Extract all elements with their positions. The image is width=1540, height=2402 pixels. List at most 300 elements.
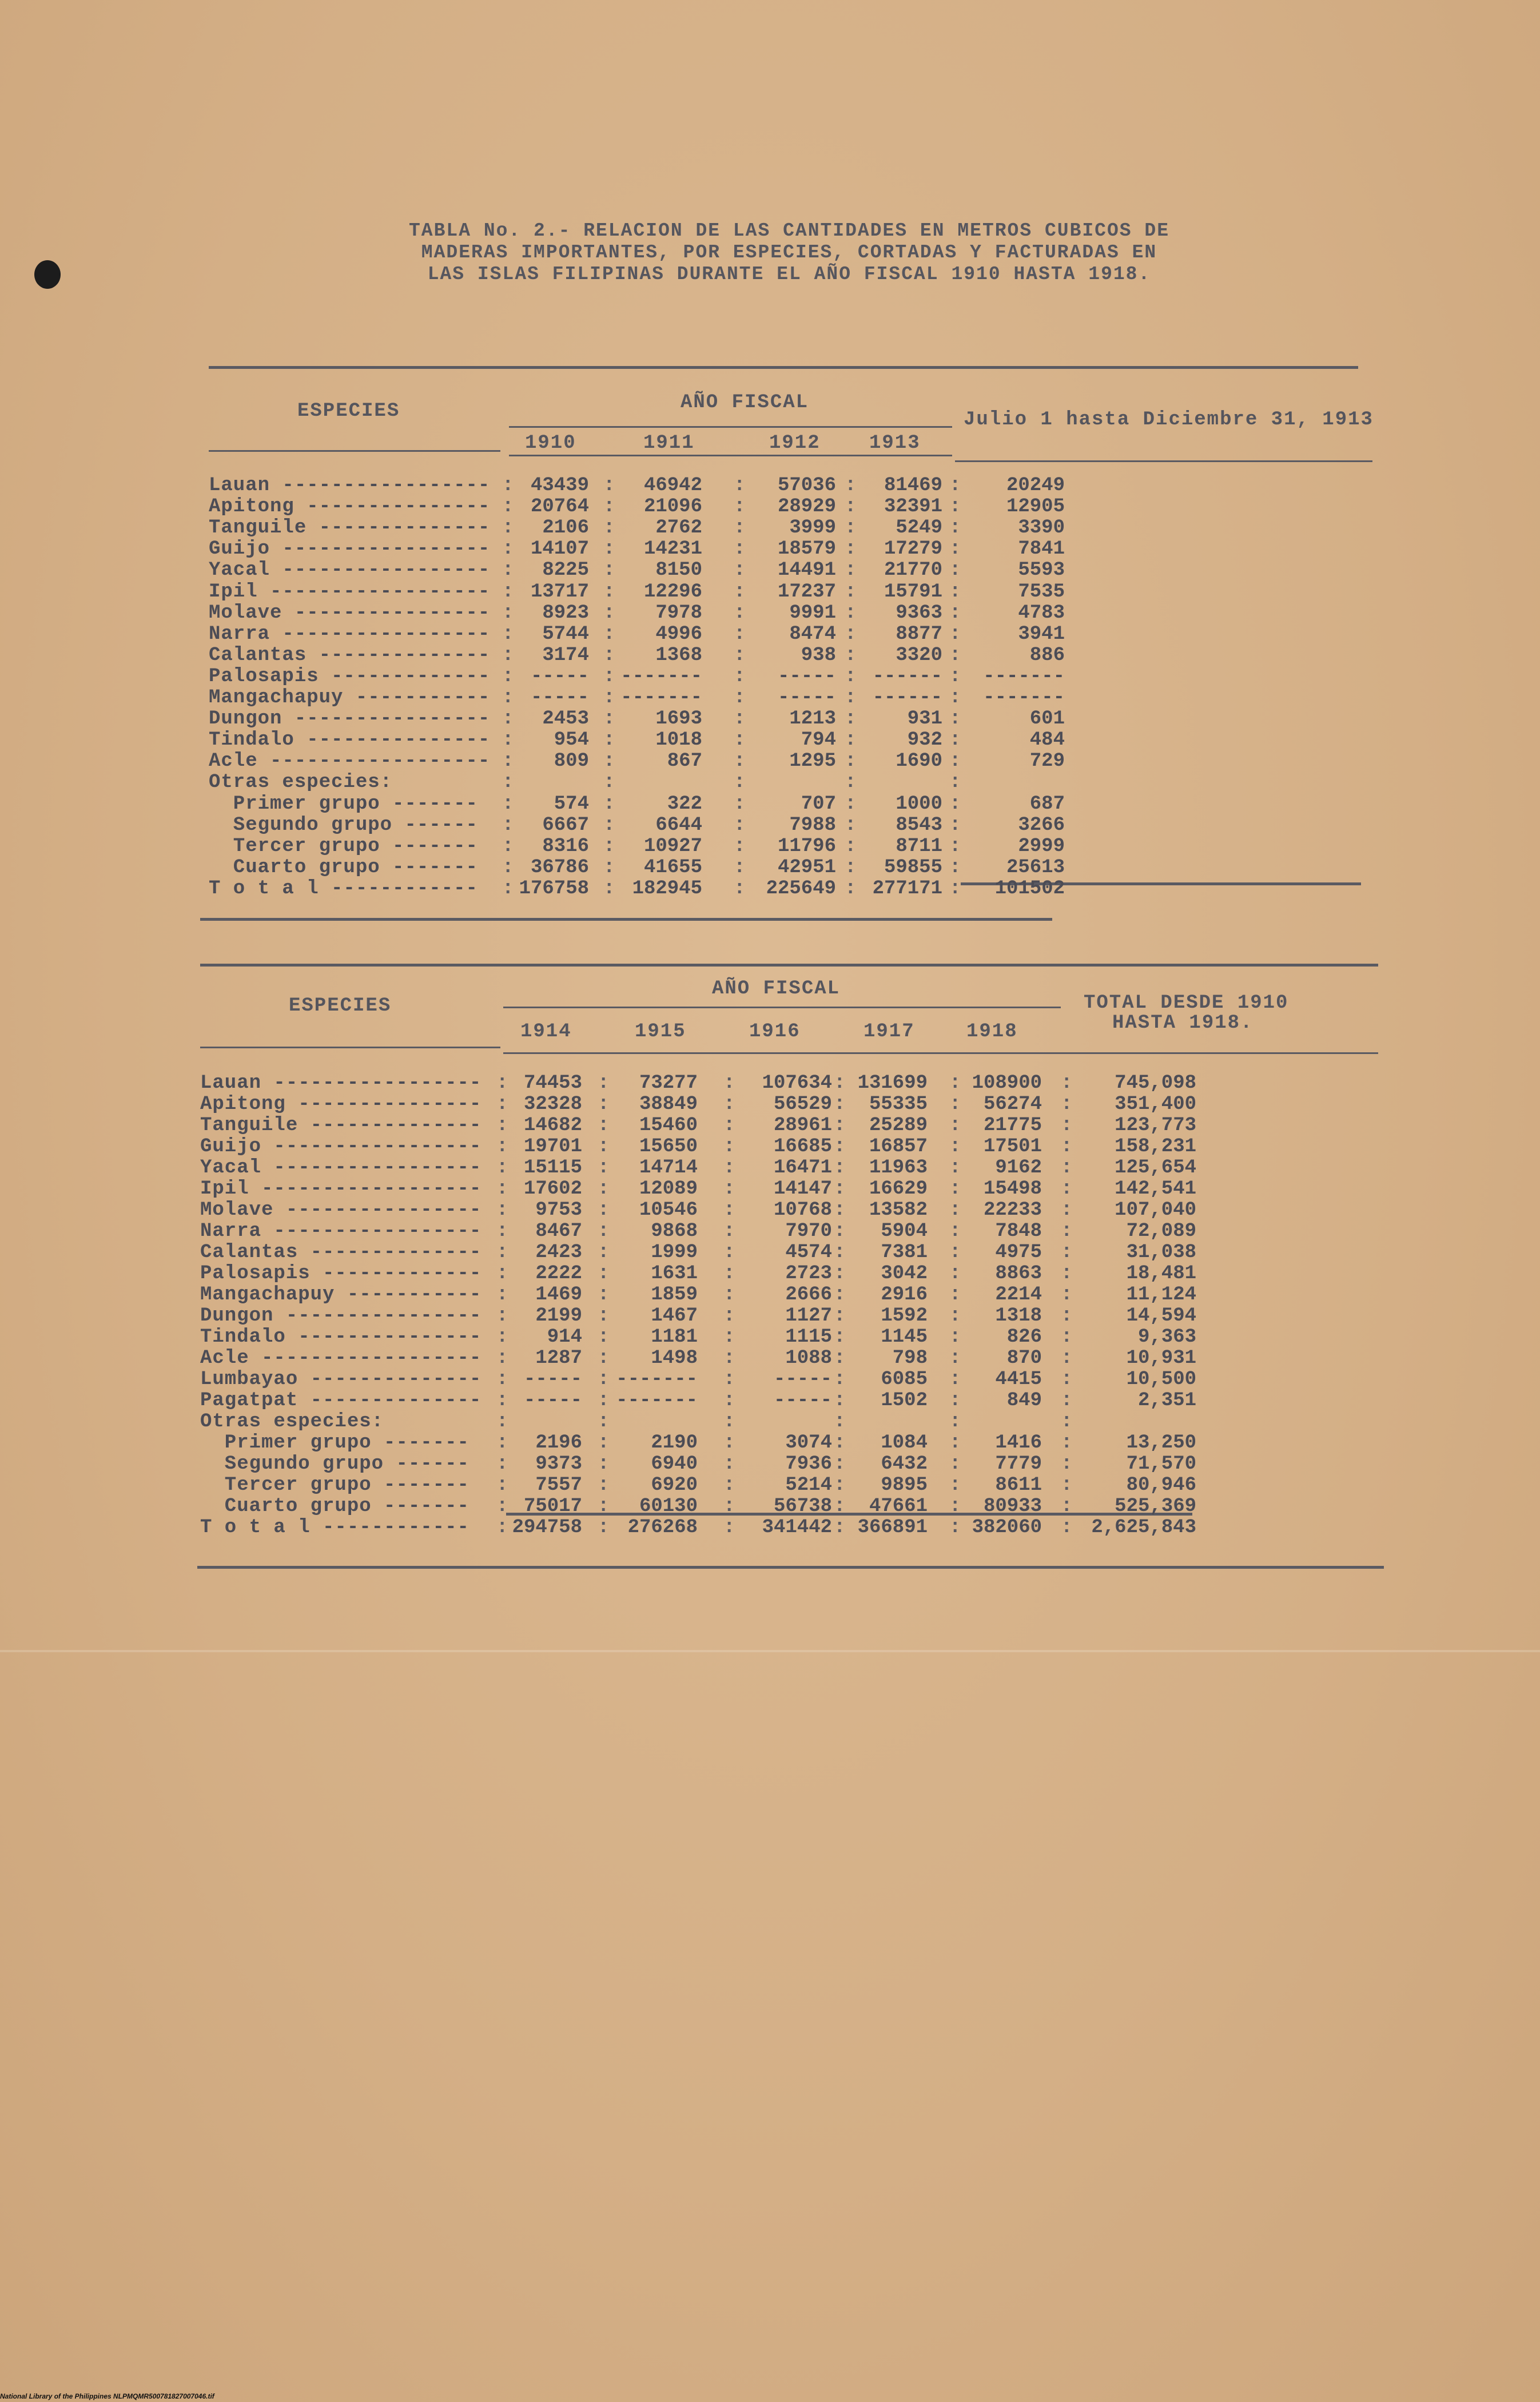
table1-fiscal-rule bbox=[509, 426, 952, 428]
scan-footer: National Library of the Philippines NLPMQMR500781827007046.tif bbox=[0, 2392, 214, 2400]
cell-value: 21096 bbox=[643, 496, 702, 518]
row-label: Otras especies: bbox=[200, 1411, 384, 1433]
cell-value: 28929 bbox=[777, 496, 836, 518]
cell-value: 2666 bbox=[785, 1284, 832, 1306]
column-separator: : bbox=[598, 1453, 610, 1475]
row-label: Apitong --------------- bbox=[209, 496, 491, 518]
column-separator: : bbox=[734, 517, 746, 539]
cell-value: 14231 bbox=[643, 538, 702, 560]
cell-value: 25613 bbox=[1006, 857, 1065, 878]
row-label: Tercer grupo ------- bbox=[200, 1474, 469, 1496]
cell-value: 382060 bbox=[972, 1517, 1042, 1538]
column-separator: : bbox=[834, 1072, 846, 1094]
column-separator: : bbox=[496, 1305, 508, 1327]
cell-value: 6940 bbox=[651, 1453, 698, 1475]
column-separator: : bbox=[734, 645, 746, 666]
column-separator: : bbox=[834, 1453, 846, 1475]
column-separator: : bbox=[603, 475, 615, 496]
cell-value: 17279 bbox=[884, 538, 942, 560]
cell-value: 2106 bbox=[542, 517, 589, 539]
column-separator: : bbox=[496, 1093, 508, 1115]
table-row bbox=[0, 1072, 1540, 1093]
column-separator: : bbox=[949, 1517, 961, 1538]
column-separator: : bbox=[1061, 1305, 1073, 1327]
table-row bbox=[0, 496, 1540, 516]
column-separator: : bbox=[1061, 1178, 1073, 1200]
table-row bbox=[0, 475, 1540, 495]
table-row bbox=[0, 1347, 1540, 1368]
column-separator: : bbox=[723, 1347, 735, 1369]
column-separator: : bbox=[723, 1263, 735, 1284]
column-separator: : bbox=[845, 645, 857, 666]
table-row bbox=[0, 1496, 1540, 1516]
row-label: Tercer grupo ------- bbox=[209, 836, 478, 857]
row-label: Lauan ----------------- bbox=[200, 1072, 482, 1094]
cell-value: 16857 bbox=[869, 1136, 928, 1158]
cell-value: 47661 bbox=[869, 1496, 928, 1517]
table1-year-1911: 1911 bbox=[643, 432, 695, 454]
column-separator: : bbox=[834, 1242, 846, 1263]
column-separator: : bbox=[502, 475, 514, 496]
cell-value: 14107 bbox=[530, 538, 589, 560]
column-separator: : bbox=[949, 1369, 961, 1390]
column-separator: : bbox=[723, 1305, 735, 1327]
cell-value: 7535 bbox=[1018, 581, 1065, 603]
column-separator: : bbox=[845, 729, 857, 751]
cell-value: 2222 bbox=[535, 1263, 582, 1284]
column-separator: : bbox=[949, 1305, 961, 1327]
column-separator: : bbox=[949, 1326, 961, 1348]
column-separator: : bbox=[949, 1411, 961, 1433]
cell-value: 57036 bbox=[777, 475, 836, 496]
column-separator: : bbox=[845, 623, 857, 645]
column-separator: : bbox=[496, 1115, 508, 1136]
column-separator: : bbox=[949, 623, 961, 645]
column-separator: : bbox=[502, 559, 514, 581]
column-separator: : bbox=[502, 687, 514, 709]
column-separator: : bbox=[845, 475, 857, 496]
column-separator: : bbox=[834, 1115, 846, 1136]
table-row bbox=[0, 538, 1540, 559]
cell-value: 2214 bbox=[995, 1284, 1042, 1306]
column-separator: : bbox=[949, 687, 961, 709]
row-label: Calantas -------------- bbox=[209, 645, 491, 666]
column-separator: : bbox=[949, 1263, 961, 1284]
column-separator: : bbox=[734, 771, 746, 793]
column-separator: : bbox=[845, 708, 857, 730]
column-separator: : bbox=[734, 559, 746, 581]
table-row bbox=[0, 857, 1540, 877]
column-separator: : bbox=[1061, 1072, 1073, 1094]
cell-value: 73277 bbox=[639, 1072, 698, 1094]
cell-value: 2,625,843 bbox=[1091, 1517, 1196, 1538]
table-row bbox=[0, 1263, 1540, 1283]
cell-value: 5214 bbox=[785, 1474, 832, 1496]
column-separator: : bbox=[496, 1199, 508, 1221]
cell-value: 15460 bbox=[639, 1115, 698, 1136]
cell-value: 9363 bbox=[896, 602, 942, 624]
table-row bbox=[0, 1242, 1540, 1262]
cell-value: 886 bbox=[1029, 645, 1065, 666]
cell-value: 1368 bbox=[655, 645, 702, 666]
column-separator: : bbox=[1061, 1220, 1073, 1242]
column-separator: : bbox=[598, 1199, 610, 1221]
cell-value: 22233 bbox=[983, 1199, 1042, 1221]
cell-value: 7970 bbox=[785, 1220, 832, 1242]
cell-value: 9895 bbox=[881, 1474, 928, 1496]
column-separator: : bbox=[598, 1115, 610, 1136]
cell-value: ----- bbox=[530, 666, 589, 687]
column-separator: : bbox=[502, 645, 514, 666]
row-label: Acle ------------------ bbox=[209, 750, 491, 772]
column-separator: : bbox=[734, 475, 746, 496]
column-separator: : bbox=[603, 623, 615, 645]
cell-value: 8711 bbox=[896, 836, 942, 857]
column-separator: : bbox=[1061, 1326, 1073, 1348]
column-separator: : bbox=[834, 1305, 846, 1327]
cell-value: 123,773 bbox=[1115, 1115, 1196, 1136]
column-separator: : bbox=[496, 1178, 508, 1200]
column-separator: : bbox=[845, 878, 857, 900]
cell-value: 1469 bbox=[535, 1284, 582, 1306]
cell-value: 8877 bbox=[896, 623, 942, 645]
column-separator: : bbox=[603, 687, 615, 709]
table-row bbox=[0, 602, 1540, 623]
column-separator: : bbox=[496, 1263, 508, 1284]
cell-value: 7841 bbox=[1018, 538, 1065, 560]
table-row bbox=[0, 666, 1540, 686]
table2-year-rule bbox=[503, 1052, 1378, 1054]
column-separator: : bbox=[734, 496, 746, 518]
column-separator: : bbox=[845, 687, 857, 709]
row-label: T o t a l ------------ bbox=[209, 878, 478, 900]
cell-value: 1859 bbox=[651, 1284, 698, 1306]
table-row bbox=[0, 1115, 1540, 1135]
cell-value: 4996 bbox=[655, 623, 702, 645]
column-separator: : bbox=[834, 1220, 846, 1242]
cell-value: 938 bbox=[801, 645, 836, 666]
cell-value: 21775 bbox=[983, 1115, 1042, 1136]
cell-value: 19701 bbox=[523, 1136, 582, 1158]
cell-value: 15115 bbox=[523, 1157, 582, 1179]
table1-extra-header: Julio 1 hasta Diciembre 31, 1913 bbox=[964, 409, 1374, 431]
cell-value: 60130 bbox=[639, 1496, 698, 1517]
table-row bbox=[0, 687, 1540, 707]
column-separator: : bbox=[723, 1326, 735, 1348]
column-separator: : bbox=[845, 814, 857, 836]
cell-value: ------ bbox=[872, 687, 942, 709]
cell-value: 43439 bbox=[530, 475, 589, 496]
cell-value: 18,481 bbox=[1126, 1263, 1196, 1284]
column-separator: : bbox=[723, 1093, 735, 1115]
table2-total-header-2: HASTA 1918. bbox=[1112, 1012, 1254, 1034]
table-row bbox=[0, 1199, 1540, 1220]
column-separator: : bbox=[496, 1220, 508, 1242]
table2-species-header: ESPECIES bbox=[289, 995, 392, 1017]
cell-value: 954 bbox=[554, 729, 589, 751]
cell-value: 3999 bbox=[789, 517, 836, 539]
cell-value: 125,654 bbox=[1115, 1157, 1196, 1179]
cell-value: 13582 bbox=[869, 1199, 928, 1221]
row-label: Cuarto grupo ------- bbox=[200, 1496, 469, 1517]
cell-value: 131699 bbox=[857, 1072, 928, 1094]
cell-value: 11963 bbox=[869, 1157, 928, 1179]
row-label: Otras especies: bbox=[209, 771, 393, 793]
cell-value: 7848 bbox=[995, 1220, 1042, 1242]
column-separator: : bbox=[845, 836, 857, 857]
cell-value: ------- bbox=[616, 1369, 698, 1390]
column-separator: : bbox=[949, 750, 961, 772]
column-separator: : bbox=[734, 793, 746, 815]
table1-extra-rule bbox=[955, 460, 1372, 462]
table-row bbox=[0, 1305, 1540, 1326]
column-separator: : bbox=[949, 1390, 961, 1411]
column-separator: : bbox=[723, 1157, 735, 1179]
row-label: Narra ----------------- bbox=[200, 1220, 482, 1242]
column-separator: : bbox=[723, 1199, 735, 1221]
row-label: Tanguile -------------- bbox=[200, 1115, 482, 1136]
cell-value: 9,363 bbox=[1137, 1326, 1196, 1348]
table1-species-rule bbox=[209, 450, 500, 452]
column-separator: : bbox=[845, 857, 857, 878]
row-label: Pagatpat -------------- bbox=[200, 1390, 482, 1411]
cell-value: 1145 bbox=[881, 1326, 928, 1348]
cell-value: ------- bbox=[983, 666, 1065, 687]
column-separator: : bbox=[496, 1517, 508, 1538]
column-separator: : bbox=[834, 1474, 846, 1496]
cell-value: 6667 bbox=[542, 814, 589, 836]
table-row bbox=[0, 814, 1540, 835]
column-separator: : bbox=[502, 814, 514, 836]
column-separator: : bbox=[734, 878, 746, 900]
column-separator: : bbox=[598, 1432, 610, 1454]
cell-value: 3390 bbox=[1018, 517, 1065, 539]
column-separator: : bbox=[1061, 1369, 1073, 1390]
column-separator: : bbox=[496, 1347, 508, 1369]
column-separator: : bbox=[734, 623, 746, 645]
column-separator: : bbox=[1061, 1474, 1073, 1496]
cell-value: 2916 bbox=[881, 1284, 928, 1306]
column-separator: : bbox=[949, 1220, 961, 1242]
column-separator: : bbox=[949, 1347, 961, 1369]
cell-value: 525,369 bbox=[1115, 1496, 1196, 1517]
cell-value: 3174 bbox=[542, 645, 589, 666]
cell-value: 101502 bbox=[994, 878, 1065, 900]
cell-value: 80,946 bbox=[1126, 1474, 1196, 1496]
column-separator: : bbox=[723, 1496, 735, 1517]
cell-value: 142,541 bbox=[1115, 1178, 1196, 1200]
table2-year-1917: 1917 bbox=[863, 1021, 915, 1043]
cell-value: 2423 bbox=[535, 1242, 582, 1263]
column-separator: : bbox=[949, 771, 961, 793]
cell-value: 21770 bbox=[884, 559, 942, 581]
cell-value: 108900 bbox=[972, 1072, 1042, 1094]
table-row bbox=[0, 750, 1540, 771]
table-row bbox=[0, 1157, 1540, 1178]
row-label: Ipil ------------------ bbox=[200, 1178, 482, 1200]
column-separator: : bbox=[949, 836, 961, 857]
column-separator: : bbox=[723, 1474, 735, 1496]
column-separator: : bbox=[949, 1496, 961, 1517]
document-title bbox=[343, 220, 1235, 285]
table2-top-rule bbox=[200, 964, 1378, 967]
row-label: Yacal ----------------- bbox=[200, 1157, 482, 1179]
cell-value: 71,570 bbox=[1126, 1453, 1196, 1475]
cell-value: ------- bbox=[983, 687, 1065, 709]
column-separator: : bbox=[949, 1432, 961, 1454]
cell-value: 17237 bbox=[777, 581, 836, 603]
column-separator: : bbox=[723, 1390, 735, 1411]
table-row bbox=[0, 1136, 1540, 1156]
table-row bbox=[0, 1220, 1540, 1241]
column-separator: : bbox=[598, 1220, 610, 1242]
column-separator: : bbox=[603, 771, 615, 793]
cell-value: 56529 bbox=[773, 1093, 832, 1115]
cell-value: ----- bbox=[777, 666, 836, 687]
table-row bbox=[0, 1517, 1540, 1537]
column-separator: : bbox=[845, 581, 857, 603]
column-separator: : bbox=[949, 645, 961, 666]
cell-value: 55335 bbox=[869, 1093, 928, 1115]
cell-value: 8923 bbox=[542, 602, 589, 624]
cell-value: 72,089 bbox=[1126, 1220, 1196, 1242]
cell-value: 10546 bbox=[639, 1199, 698, 1221]
cell-value: 81469 bbox=[884, 475, 942, 496]
cell-value: 4975 bbox=[995, 1242, 1042, 1263]
cell-value: 3941 bbox=[1018, 623, 1065, 645]
table-row bbox=[0, 878, 1540, 898]
cell-value: 826 bbox=[1006, 1326, 1042, 1348]
cell-value: 25289 bbox=[869, 1115, 928, 1136]
column-separator: : bbox=[496, 1072, 508, 1094]
cell-value: 798 bbox=[892, 1347, 928, 1369]
column-separator: : bbox=[598, 1305, 610, 1327]
cell-value: 16471 bbox=[773, 1157, 832, 1179]
cell-value: 7988 bbox=[789, 814, 836, 836]
cell-value: 12905 bbox=[1006, 496, 1065, 518]
column-separator: : bbox=[723, 1136, 735, 1158]
column-separator: : bbox=[845, 793, 857, 815]
cell-value: 9373 bbox=[535, 1453, 582, 1475]
row-label: Primer grupo ------- bbox=[209, 793, 478, 815]
cell-value: 12089 bbox=[639, 1178, 698, 1200]
table-row bbox=[0, 517, 1540, 538]
table-row bbox=[0, 1411, 1540, 1431]
cell-value: 8316 bbox=[542, 836, 589, 857]
table-row bbox=[0, 1326, 1540, 1347]
cell-value: 32328 bbox=[523, 1093, 582, 1115]
cell-value: 2723 bbox=[785, 1263, 832, 1284]
cell-value: 10,500 bbox=[1126, 1369, 1196, 1390]
cell-value: 13717 bbox=[530, 581, 589, 603]
cell-value: 931 bbox=[907, 708, 942, 730]
column-separator: : bbox=[845, 517, 857, 539]
column-separator: : bbox=[502, 708, 514, 730]
cell-value: 7557 bbox=[535, 1474, 582, 1496]
cell-value: 32391 bbox=[884, 496, 942, 518]
column-separator: : bbox=[502, 729, 514, 751]
column-separator: : bbox=[734, 857, 746, 878]
column-separator: : bbox=[1061, 1242, 1073, 1263]
title-line-1: TABLA No. 2.- RELACION DE LAS CANTIDADES EN METROS CUBICOS DE bbox=[409, 220, 1169, 241]
cell-value: 6920 bbox=[651, 1474, 698, 1496]
cell-value: 341442 bbox=[762, 1517, 832, 1538]
table1-fiscal-header: AÑO FISCAL bbox=[681, 392, 809, 413]
column-separator: : bbox=[834, 1263, 846, 1284]
column-separator: : bbox=[723, 1178, 735, 1200]
column-separator: : bbox=[603, 878, 615, 900]
column-separator: : bbox=[834, 1326, 846, 1348]
row-label: Guijo ----------------- bbox=[209, 538, 491, 560]
cell-value: 1213 bbox=[789, 708, 836, 730]
cell-value: 7779 bbox=[995, 1453, 1042, 1475]
cell-value: 366891 bbox=[857, 1517, 928, 1538]
cell-value: ----- bbox=[777, 687, 836, 709]
column-separator: : bbox=[949, 1242, 961, 1263]
cell-value: 5904 bbox=[881, 1220, 928, 1242]
column-separator: : bbox=[949, 581, 961, 603]
table-row bbox=[0, 1390, 1540, 1410]
cell-value: 7381 bbox=[881, 1242, 928, 1263]
table-row bbox=[0, 729, 1540, 750]
table2-year-1915: 1915 bbox=[635, 1021, 686, 1043]
column-separator: : bbox=[496, 1390, 508, 1411]
cell-value: 2453 bbox=[542, 708, 589, 730]
title-line-2: MADERAS IMPORTANTES, POR ESPECIES, CORTADAS Y FACTURADAS EN bbox=[421, 242, 1157, 263]
row-label: Lauan ----------------- bbox=[209, 475, 491, 496]
row-label: Ipil ------------------ bbox=[209, 581, 491, 603]
row-label: Lumbayao -------------- bbox=[200, 1369, 482, 1390]
row-label: Molave ---------------- bbox=[209, 602, 491, 624]
cell-value: 2190 bbox=[651, 1432, 698, 1454]
cell-value: 56274 bbox=[983, 1093, 1042, 1115]
cell-value: 41655 bbox=[643, 857, 702, 878]
column-separator: : bbox=[502, 623, 514, 645]
cell-value: 17602 bbox=[523, 1178, 582, 1200]
cell-value: 8543 bbox=[896, 814, 942, 836]
column-separator: : bbox=[949, 1474, 961, 1496]
column-separator: : bbox=[502, 496, 514, 518]
cell-value: 11796 bbox=[777, 836, 836, 857]
cell-value: 1631 bbox=[651, 1263, 698, 1284]
table2-year-1914: 1914 bbox=[520, 1021, 572, 1043]
cell-value: ------- bbox=[616, 1390, 698, 1411]
column-separator: : bbox=[834, 1347, 846, 1369]
table-row bbox=[0, 1284, 1540, 1305]
cell-value: 1115 bbox=[785, 1326, 832, 1348]
cell-value: 9991 bbox=[789, 602, 836, 624]
cell-value: 1999 bbox=[651, 1242, 698, 1263]
cell-value: 36786 bbox=[530, 857, 589, 878]
row-label: Dungon ---------------- bbox=[209, 708, 491, 730]
column-separator: : bbox=[949, 708, 961, 730]
cell-value: 14147 bbox=[773, 1178, 832, 1200]
cell-value: 6432 bbox=[881, 1453, 928, 1475]
column-separator: : bbox=[949, 1072, 961, 1094]
cell-value: 1127 bbox=[785, 1305, 832, 1327]
column-separator: : bbox=[496, 1474, 508, 1496]
table-row bbox=[0, 1178, 1540, 1199]
column-separator: : bbox=[834, 1496, 846, 1517]
column-separator: : bbox=[502, 517, 514, 539]
column-separator: : bbox=[723, 1220, 735, 1242]
column-separator: : bbox=[949, 878, 961, 900]
column-separator: : bbox=[496, 1157, 508, 1179]
table2-fiscal-header: AÑO FISCAL bbox=[712, 978, 841, 1000]
cell-value: 10768 bbox=[773, 1199, 832, 1221]
column-separator: : bbox=[949, 475, 961, 496]
cell-value: 176758 bbox=[519, 878, 589, 900]
